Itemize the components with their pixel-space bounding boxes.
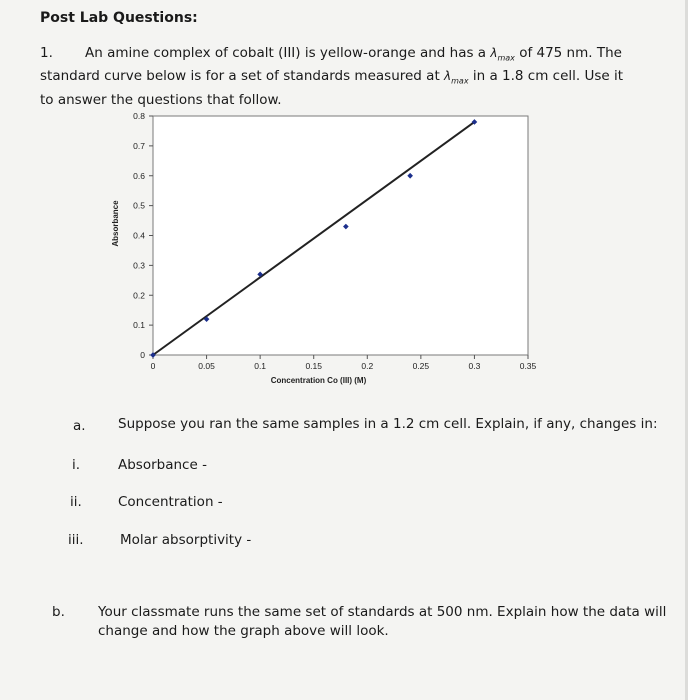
question-text-b: of 475 nm. The standard curve below is for a set of standards measured at	[40, 45, 622, 85]
part-a-item-3-numeral: iii.	[68, 532, 84, 548]
question-number: 1.	[40, 45, 53, 61]
part-b-letter: b.	[52, 604, 65, 620]
x-tick-label: 0.2	[361, 361, 374, 371]
x-tick-label: 0.05	[198, 361, 215, 371]
x-tick-label: 0.3	[468, 361, 481, 371]
y-tick-label: 0.4	[133, 230, 145, 241]
y-tick-label: 0.5	[133, 200, 145, 211]
part-a-item-1-numeral: i.	[72, 457, 81, 473]
chart-svg	[100, 108, 540, 393]
part-b-text-line2: change and how the graph above will look.	[98, 623, 389, 639]
part-a-item-2-text: Concentration -	[118, 494, 223, 510]
question-1	[40, 44, 640, 110]
y-axis-label: Absorbance	[111, 200, 120, 247]
x-tick-label: 0	[150, 361, 156, 371]
x-tick-label: 0.25	[412, 361, 430, 371]
y-tick-label: 0.3	[133, 260, 145, 271]
standard-curve-chart	[100, 108, 540, 397]
x-axis-label: Concentration Co (III) (M)	[270, 376, 367, 385]
y-tick-label: 0.6	[133, 170, 145, 181]
part-a-item-3-text: Molar absorptivity -	[120, 532, 252, 548]
y-tick-label: 0.1	[133, 320, 145, 331]
part-a-item-1-text: Absorbance -	[118, 457, 207, 473]
lambda-symbol-2: $\lambda_{max}$	[444, 69, 469, 86]
x-tick-label: 0.1	[254, 361, 267, 371]
page-heading: Post Lab Questions:	[40, 10, 198, 26]
question-text-c: in a 1.8 cm cell. Use it to answer the questions that follow.	[40, 68, 624, 108]
x-tick-label: 0.35	[519, 361, 537, 371]
lambda-symbol: $\lambda_{max}$	[490, 46, 515, 63]
part-a-item-2-numeral: ii.	[70, 494, 82, 510]
y-tick-label: 0.8	[133, 111, 145, 121]
part-a-text: Suppose you ran the same samples in a 1.2 cm cell. Explain, if any, changes in:	[118, 416, 658, 432]
y-tick-label: 0.7	[133, 140, 145, 151]
x-tick-label: 0.15	[305, 361, 322, 371]
part-a-letter: a.	[73, 418, 86, 434]
y-tick-label: 0	[140, 350, 145, 360]
part-b-text-line1: Your classmate runs the same set of standards at 500 nm. Explain how the data will	[98, 604, 667, 620]
y-tick-label: 0.2	[133, 290, 145, 301]
question-text-a: An amine complex of cobalt (III) is yellow-orange and has a	[85, 45, 491, 61]
